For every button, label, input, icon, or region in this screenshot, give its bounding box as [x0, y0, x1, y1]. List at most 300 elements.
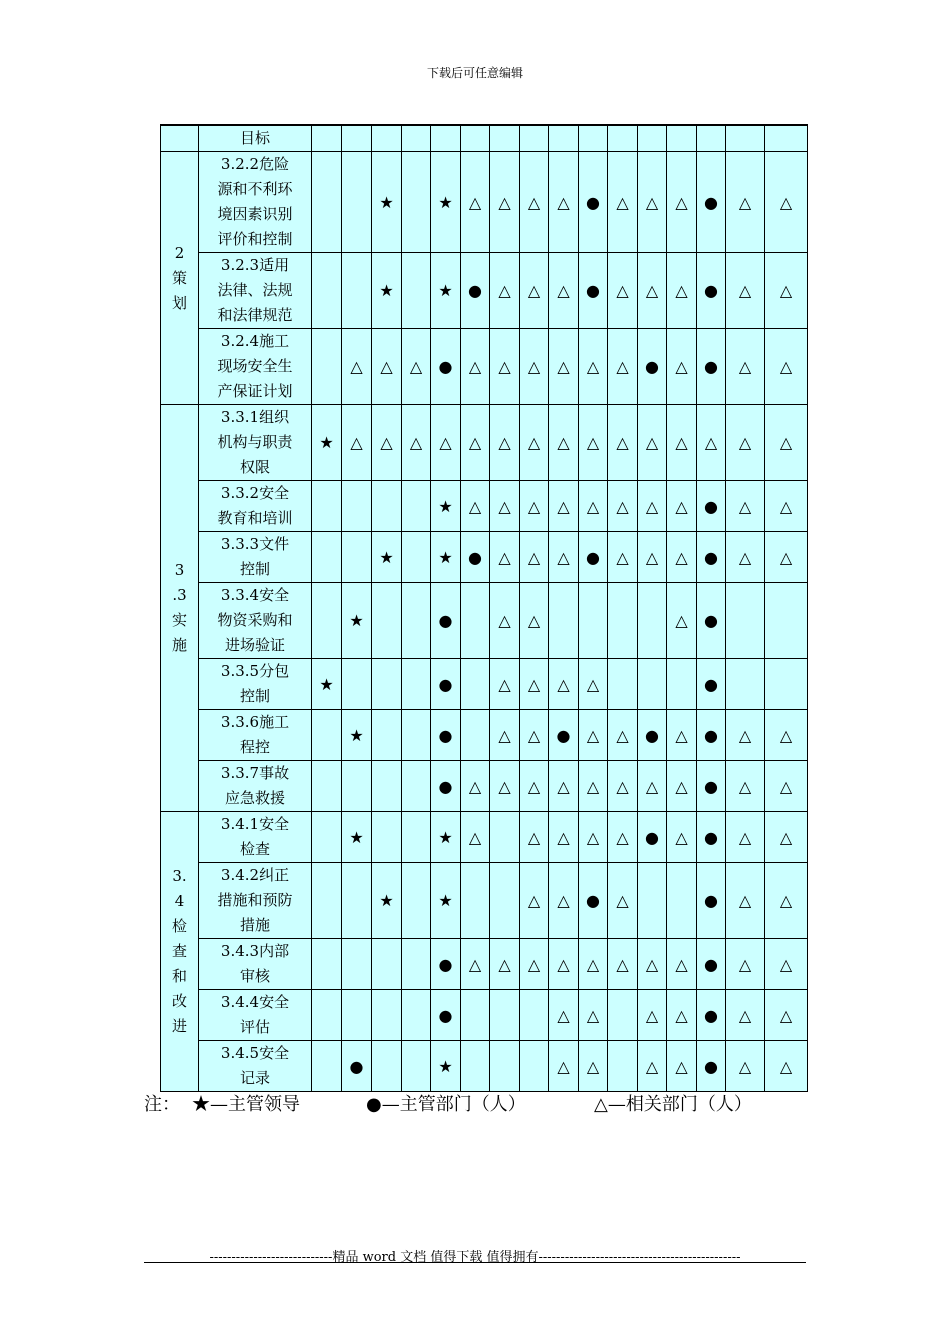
- matrix-cell: △: [520, 329, 549, 405]
- matrix-cell: △: [520, 405, 549, 481]
- matrix-cell: △: [549, 405, 579, 481]
- matrix-cell: [490, 812, 520, 863]
- item-label-line: 检查: [239, 840, 270, 858]
- matrix-cell: △: [608, 405, 638, 481]
- item-label-line: 权限: [239, 458, 270, 476]
- matrix-cell: △: [549, 152, 579, 253]
- item-label-line: 控制: [239, 687, 270, 705]
- matrix-cell: △: [608, 761, 638, 812]
- phase-label-line: 查: [171, 942, 187, 960]
- matrix-cell: [372, 710, 402, 761]
- matrix-cell: [342, 253, 372, 329]
- matrix-cell: △: [667, 152, 697, 253]
- matrix-cell: [342, 125, 372, 152]
- legend-triangle: △—相关部门（人）: [594, 1094, 752, 1115]
- matrix-cell: ●: [579, 863, 608, 939]
- matrix-cell: △: [726, 761, 765, 812]
- matrix-cell: [520, 990, 549, 1041]
- phase-label-line: 实: [171, 611, 187, 629]
- matrix-cell: ●: [697, 481, 726, 532]
- matrix-cell: △: [726, 990, 765, 1041]
- matrix-cell: △: [765, 710, 808, 761]
- matrix-cell: [402, 710, 431, 761]
- matrix-cell: △: [726, 710, 765, 761]
- matrix-cell: △: [490, 329, 520, 405]
- matrix-cell: [312, 863, 342, 939]
- matrix-cell: △: [490, 481, 520, 532]
- matrix-cell: △: [765, 812, 808, 863]
- matrix-cell: △: [490, 583, 520, 659]
- item-cell: [199, 990, 312, 1041]
- matrix-cell: △: [667, 990, 697, 1041]
- matrix-cell: [342, 481, 372, 532]
- matrix-cell: ★: [431, 481, 461, 532]
- matrix-cell: △: [549, 329, 579, 405]
- table-row: [161, 152, 808, 253]
- matrix-cell: [402, 812, 431, 863]
- matrix-cell: △: [490, 939, 520, 990]
- matrix-cell: [765, 583, 808, 659]
- matrix-cell: △: [461, 812, 490, 863]
- matrix-cell: ●: [697, 863, 726, 939]
- matrix-cell: △: [765, 405, 808, 481]
- matrix-cell: [490, 863, 520, 939]
- matrix-cell: △: [765, 990, 808, 1041]
- matrix-cell: △: [726, 863, 765, 939]
- matrix-cell: △: [765, 329, 808, 405]
- matrix-cell: ●: [461, 253, 490, 329]
- item-cell: [199, 659, 312, 710]
- matrix-cell: △: [608, 863, 638, 939]
- matrix-cell: ●: [431, 583, 461, 659]
- matrix-cell: [312, 152, 342, 253]
- item-label-line: 现场安全生: [217, 357, 293, 375]
- matrix-cell: △: [638, 253, 667, 329]
- matrix-cell: ★: [431, 812, 461, 863]
- matrix-cell: [372, 939, 402, 990]
- matrix-cell: [402, 990, 431, 1041]
- matrix-cell: ●: [697, 710, 726, 761]
- matrix-cell: ●: [697, 990, 726, 1041]
- matrix-cell: [697, 125, 726, 152]
- matrix-cell: [402, 1041, 431, 1092]
- item-label-line: 产保证计划: [217, 382, 293, 400]
- matrix-cell: △: [490, 532, 520, 583]
- matrix-cell: [431, 125, 461, 152]
- matrix-cell: △: [667, 405, 697, 481]
- item-label-line: 3.3.1组织: [220, 408, 290, 426]
- matrix-cell: △: [608, 532, 638, 583]
- matrix-cell: △: [461, 152, 490, 253]
- matrix-cell: [312, 939, 342, 990]
- phase-cell: [161, 125, 199, 152]
- table-row: [161, 939, 808, 990]
- phase-label-line: 2: [174, 243, 185, 262]
- matrix-cell: △: [520, 863, 549, 939]
- matrix-cell: [461, 659, 490, 710]
- matrix-cell: △: [608, 939, 638, 990]
- matrix-cell: ★: [431, 1041, 461, 1092]
- matrix-cell: △: [579, 1041, 608, 1092]
- matrix-cell: ●: [697, 939, 726, 990]
- matrix-cell: ●: [638, 710, 667, 761]
- matrix-cell: △: [579, 710, 608, 761]
- matrix-cell: △: [579, 812, 608, 863]
- table-row: [161, 659, 808, 710]
- matrix-cell: [312, 329, 342, 405]
- item-label-line: 措施和预防: [217, 891, 293, 909]
- legend-dot: ●—主管部门（人）: [366, 1094, 526, 1115]
- matrix-cell: △: [765, 253, 808, 329]
- table-row: [161, 1041, 808, 1092]
- matrix-cell: △: [549, 253, 579, 329]
- matrix-cell: ★: [342, 583, 372, 659]
- matrix-cell: △: [549, 1041, 579, 1092]
- item-label-line: 3.4.5安全: [220, 1044, 290, 1062]
- matrix-cell: [638, 863, 667, 939]
- matrix-cell: △: [431, 405, 461, 481]
- matrix-cell: △: [667, 481, 697, 532]
- matrix-cell: [342, 863, 372, 939]
- matrix-cell: △: [765, 863, 808, 939]
- matrix-cell: [461, 1041, 490, 1092]
- matrix-cell: △: [667, 812, 697, 863]
- matrix-cell: [490, 990, 520, 1041]
- legend-note: [144, 1092, 804, 1118]
- matrix-cell: [402, 152, 431, 253]
- matrix-cell: ●: [579, 152, 608, 253]
- matrix-cell: [608, 659, 638, 710]
- matrix-cell: △: [726, 253, 765, 329]
- matrix-cell: △: [549, 659, 579, 710]
- item-label-line: 3.3.4安全: [220, 586, 290, 604]
- item-label-line: 3.2.4施工: [220, 332, 290, 350]
- item-label-line: 进场验证: [224, 636, 285, 654]
- matrix-cell: [765, 125, 808, 152]
- table-row: [161, 532, 808, 583]
- table-row: [161, 253, 808, 329]
- matrix-cell: [520, 1041, 549, 1092]
- item-label-line: 机构与职责: [217, 433, 293, 451]
- matrix-cell: △: [461, 329, 490, 405]
- item-cell: [199, 1041, 312, 1092]
- matrix-cell: [490, 1041, 520, 1092]
- matrix-cell: △: [726, 152, 765, 253]
- item-cell: [199, 481, 312, 532]
- matrix-cell: ★: [342, 812, 372, 863]
- item-label-line: 教育和培训: [217, 509, 293, 527]
- matrix-cell: △: [608, 481, 638, 532]
- matrix-cell: △: [520, 761, 549, 812]
- matrix-cell: [342, 939, 372, 990]
- matrix-cell: [402, 939, 431, 990]
- phase-cell: [161, 405, 199, 812]
- item-label-line: 3.3.2安全: [220, 484, 290, 502]
- matrix-cell: △: [372, 405, 402, 481]
- matrix-cell: ●: [697, 761, 726, 812]
- matrix-cell: ●: [697, 152, 726, 253]
- matrix-cell: △: [549, 939, 579, 990]
- matrix-cell: △: [342, 405, 372, 481]
- matrix-cell: [312, 481, 342, 532]
- matrix-cell: [765, 659, 808, 710]
- table-row: [161, 125, 808, 152]
- matrix-cell: △: [549, 990, 579, 1041]
- matrix-cell: △: [490, 710, 520, 761]
- phase-label-line: 策: [171, 268, 187, 287]
- matrix-cell: [726, 583, 765, 659]
- matrix-cell: ★: [431, 863, 461, 939]
- matrix-cell: [490, 125, 520, 152]
- item-cell: [199, 761, 312, 812]
- matrix-cell: [372, 583, 402, 659]
- matrix-cell: [549, 125, 579, 152]
- item-label-line: 目标: [239, 129, 270, 147]
- item-cell: [199, 405, 312, 481]
- phase-label-line: .3: [172, 586, 187, 604]
- matrix-cell: [667, 863, 697, 939]
- matrix-cell: [667, 659, 697, 710]
- matrix-cell: △: [667, 253, 697, 329]
- matrix-cell: △: [549, 812, 579, 863]
- matrix-cell: △: [638, 405, 667, 481]
- matrix-cell: ●: [697, 329, 726, 405]
- matrix-cell: △: [638, 990, 667, 1041]
- matrix-cell: ★: [342, 710, 372, 761]
- matrix-cell: △: [667, 710, 697, 761]
- matrix-cell: [402, 583, 431, 659]
- matrix-cell: △: [638, 761, 667, 812]
- phase-label-line: 划: [171, 293, 187, 312]
- matrix-cell: [638, 583, 667, 659]
- phase-label-line: 施: [171, 636, 187, 654]
- matrix-cell: △: [726, 532, 765, 583]
- matrix-cell: [402, 863, 431, 939]
- matrix-cell: ★: [372, 253, 402, 329]
- page-footer: ----------------------------精品 word 文档 值得下载 值得拥有----------------------------------------------: [209, 1250, 741, 1265]
- matrix-cell: ●: [431, 659, 461, 710]
- matrix-cell: [342, 990, 372, 1041]
- matrix-cell: [579, 583, 608, 659]
- matrix-cell: △: [638, 1041, 667, 1092]
- matrix-cell: ●: [697, 1041, 726, 1092]
- matrix-cell: △: [726, 812, 765, 863]
- matrix-cell: ●: [431, 939, 461, 990]
- matrix-cell: [608, 583, 638, 659]
- matrix-cell: [638, 125, 667, 152]
- item-cell: [199, 812, 312, 863]
- matrix-cell: △: [520, 939, 549, 990]
- matrix-cell: △: [520, 253, 549, 329]
- matrix-cell: [726, 659, 765, 710]
- item-label-line: 境因素识别: [217, 205, 293, 223]
- matrix-cell: △: [461, 761, 490, 812]
- matrix-cell: △: [638, 481, 667, 532]
- matrix-cell: ★: [431, 152, 461, 253]
- matrix-cell: △: [520, 583, 549, 659]
- matrix-cell: △: [579, 761, 608, 812]
- matrix-cell: [638, 659, 667, 710]
- table-row: [161, 990, 808, 1041]
- matrix-cell: △: [608, 253, 638, 329]
- matrix-cell: [402, 125, 431, 152]
- matrix-cell: ★: [431, 532, 461, 583]
- matrix-cell: △: [372, 329, 402, 405]
- matrix-cell: △: [765, 532, 808, 583]
- matrix-cell: △: [549, 481, 579, 532]
- matrix-cell: △: [579, 990, 608, 1041]
- phase-label-line: 3.: [172, 867, 187, 885]
- matrix-cell: △: [490, 659, 520, 710]
- matrix-cell: [402, 532, 431, 583]
- page-header: 下载后可任意编辑: [426, 66, 523, 80]
- matrix-cell: [372, 481, 402, 532]
- matrix-cell: ●: [461, 532, 490, 583]
- legend-star: ★—主管领导: [192, 1094, 300, 1115]
- matrix-cell: △: [638, 939, 667, 990]
- phase-label-line: 进: [171, 1017, 187, 1035]
- table-row: [161, 863, 808, 939]
- matrix-cell: △: [765, 761, 808, 812]
- matrix-cell: [312, 125, 342, 152]
- matrix-cell: ●: [697, 253, 726, 329]
- matrix-cell: △: [726, 939, 765, 990]
- item-cell: [199, 863, 312, 939]
- matrix-cell: △: [402, 329, 431, 405]
- matrix-cell: ●: [431, 710, 461, 761]
- matrix-cell: ●: [697, 532, 726, 583]
- table-row: [161, 329, 808, 405]
- item-label-line: 和法律规范: [217, 306, 293, 324]
- matrix-cell: [520, 125, 549, 152]
- item-label-line: 源和不利环: [217, 180, 293, 198]
- matrix-cell: △: [490, 253, 520, 329]
- item-label-line: 3.4.4安全: [220, 993, 290, 1011]
- item-cell: [199, 939, 312, 990]
- matrix-cell: △: [608, 710, 638, 761]
- matrix-cell: ★: [372, 532, 402, 583]
- matrix-cell: △: [667, 939, 697, 990]
- phase-label-line: 3: [174, 561, 185, 579]
- matrix-cell: ●: [579, 532, 608, 583]
- matrix-cell: △: [638, 532, 667, 583]
- matrix-cell: △: [520, 481, 549, 532]
- table-row: [161, 761, 808, 812]
- item-cell: [199, 125, 312, 152]
- matrix-cell: △: [608, 152, 638, 253]
- item-label-line: 控制: [239, 560, 270, 578]
- matrix-cell: △: [726, 1041, 765, 1092]
- matrix-cell: [726, 125, 765, 152]
- table-row: [161, 405, 808, 481]
- item-label-line: 法律、法规: [217, 281, 293, 299]
- item-cell: [199, 329, 312, 405]
- matrix-cell: △: [579, 659, 608, 710]
- responsibility-matrix-table: [160, 124, 808, 1092]
- matrix-cell: [342, 532, 372, 583]
- item-label-line: 3.3.7事故: [220, 764, 290, 782]
- item-cell: [199, 583, 312, 659]
- legend-prefix: 注：: [144, 1094, 180, 1115]
- matrix-cell: △: [726, 329, 765, 405]
- item-label-line: 措施: [239, 916, 270, 934]
- matrix-cell: △: [520, 659, 549, 710]
- item-label-line: 3.2.2危险: [220, 155, 290, 173]
- phase-label-line: 检: [171, 917, 187, 935]
- matrix-cell: ●: [638, 329, 667, 405]
- item-label-line: 记录: [239, 1069, 270, 1087]
- matrix-cell: △: [520, 152, 549, 253]
- item-label-line: 3.3.6施工: [220, 713, 290, 731]
- matrix-cell: △: [697, 405, 726, 481]
- matrix-cell: ●: [431, 329, 461, 405]
- matrix-cell: △: [608, 812, 638, 863]
- matrix-cell: [667, 125, 697, 152]
- matrix-cell: [461, 125, 490, 152]
- matrix-cell: ★: [431, 253, 461, 329]
- matrix-cell: ●: [697, 659, 726, 710]
- matrix-cell: [402, 253, 431, 329]
- matrix-cell: △: [765, 152, 808, 253]
- matrix-cell: △: [490, 761, 520, 812]
- matrix-cell: [402, 761, 431, 812]
- matrix-cell: [372, 1041, 402, 1092]
- matrix-cell: △: [726, 481, 765, 532]
- item-label-line: 3.4.2纠正: [220, 866, 290, 884]
- matrix-cell: [608, 1041, 638, 1092]
- matrix-cell: △: [490, 152, 520, 253]
- matrix-cell: [312, 812, 342, 863]
- matrix-cell: [461, 990, 490, 1041]
- phase-label-line: 改: [171, 992, 187, 1010]
- item-label-line: 评估: [239, 1018, 270, 1036]
- matrix-cell: [549, 583, 579, 659]
- matrix-cell: △: [579, 329, 608, 405]
- matrix-cell: ●: [697, 583, 726, 659]
- item-label-line: 程控: [239, 738, 270, 756]
- item-cell: [199, 710, 312, 761]
- matrix-cell: △: [667, 532, 697, 583]
- matrix-cell: [372, 659, 402, 710]
- item-label-line: 3.4.1安全: [220, 815, 290, 833]
- matrix-cell: [461, 863, 490, 939]
- matrix-cell: △: [520, 532, 549, 583]
- matrix-cell: [372, 125, 402, 152]
- phase-label-line: 4: [174, 892, 185, 910]
- matrix-cell: ●: [549, 710, 579, 761]
- item-label-line: 3.2.3适用: [220, 256, 290, 274]
- matrix-cell: △: [579, 481, 608, 532]
- item-label-line: 3.3.5分包: [220, 662, 290, 680]
- phase-cell: [161, 152, 199, 405]
- matrix-cell: [372, 761, 402, 812]
- phase-label-line: 和: [171, 967, 187, 985]
- matrix-cell: △: [726, 405, 765, 481]
- matrix-cell: [579, 125, 608, 152]
- matrix-cell: [312, 583, 342, 659]
- table-row: [161, 812, 808, 863]
- item-label-line: 评价和控制: [217, 230, 293, 248]
- matrix-cell: [312, 990, 342, 1041]
- matrix-cell: △: [490, 405, 520, 481]
- matrix-cell: [342, 761, 372, 812]
- matrix-cell: △: [608, 329, 638, 405]
- matrix-cell: △: [667, 761, 697, 812]
- matrix-cell: ★: [372, 152, 402, 253]
- matrix-cell: [312, 1041, 342, 1092]
- matrix-cell: △: [579, 405, 608, 481]
- matrix-cell: ●: [342, 1041, 372, 1092]
